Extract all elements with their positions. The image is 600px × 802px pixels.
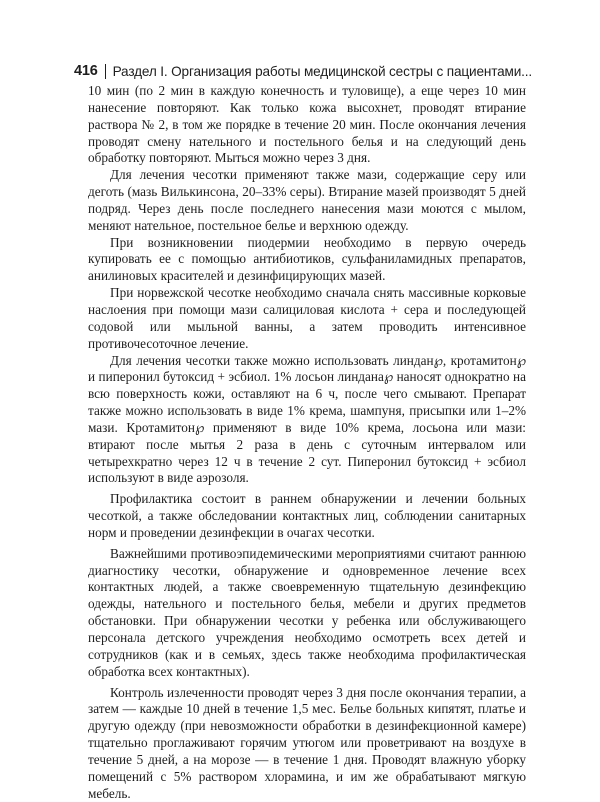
paragraph-pyoderma: При возникновении пиодермии необходимо в первую очередь купировать ее с помощью антибиотиков, сульфаниламидных препаратов, анилиновых красителей и дезинфицирующих мазей.	[88, 234, 526, 284]
body-text	[88, 83, 526, 802]
paragraph-antiepidemic: Важнейшими противоэпидемическими мероприятиями считают раннюю диагностику чесотки, обнаружение и одновременное лечение всех контактных людей, а также своевременную тщательную дезинфекцию одежды, нательного и постельного белья, мебели и других предметов обстановки. При обнаружении чесотки у ребенка или обслуживающего персонала детского учреждения необходимо осмотреть всех детей и сотрудников (как и в семьях, здесь также необходима профилактическая обработка всех контактных).	[88, 545, 526, 679]
running-title: Раздел I. Организация работы медицинской сестры с пациентами...	[112, 63, 533, 79]
paragraph-ointments: Для лечения чесотки применяют также мази, содержащие серу или деготь (мазь Вилькинсона, 20–33% серы). Втирание мазей производят 5 дней подряд. Через день после последнего нанесения мази моются с мылом, меняют нательное, постельное белье и верхнюю одежду.	[88, 167, 526, 233]
paragraph-cure-control: Контроль излеченности проводят через 3 дня после окончания терапии, а затем — каждые 10 дней в течение 1,5 мес. Белье больных кипятят, платье и другую одежду (при невозможности обработки в дезинфекционной камере) тщательно проглаживают горячим утюгом или проветривают на воздухе в течение 5 дней, а на морозе — в течение 1 дня. Проводят влажную уборку помещений с 5% раствором хлорамина, и им же обрабатывают мягкую мебель.	[88, 684, 526, 801]
header-divider	[105, 64, 106, 79]
paragraph-norwegian-scabies: При норвежской чесотке необходимо сначала снять массивные корковые наслоения при помощи мази салициловая кислота + сера и последующей содовой или мыльной ванны, а затем проводить интенсивное противочесоточное лечение.	[88, 285, 526, 351]
page-header	[74, 62, 544, 80]
paragraph-continuation: 10 мин (по 2 мин в каждую конечность и туловище), а еще через 10 мин нанесение повторяют. Как только кожа высохнет, проводят втирание раствора № 2, в том же порядке в течение 20 мин. После окончания лечения проводят смену нательного и постельного белья и на следующий день обработку повторяют. Мыться можно через 3 дня.	[88, 83, 526, 166]
paragraph-prevention: Профилактика состоит в раннем обнаружении и лечении больных чесоткой, а также обследовании контактных лиц, соблюдении санитарных норм и проведении дезинфекции в очагах чесотки.	[88, 491, 526, 540]
paragraph-lindane: Для лечения чесотки также можно использовать линдан℘, кротамитон℘ и пиперонил бутоксид + эсбиол. 1% лосьон линдана℘ наносят однократно на всю поверхность кожи, оставляют на 6 ч, после чего смывают. Препарат также можно использовать в виде 1% крема, шампуня, присыпки или 1–2% мази. Кротамитон℘ применяют в виде 10% крема, лосьона или мази: втирают после мытья 2 раза в день с суточным интервалом или четырехкратно через 12 ч в течение 2 сут. Пиперонил бутоксид + эсбиол используют в виде аэрозоля.	[88, 352, 526, 486]
page-number: 416	[74, 63, 98, 79]
